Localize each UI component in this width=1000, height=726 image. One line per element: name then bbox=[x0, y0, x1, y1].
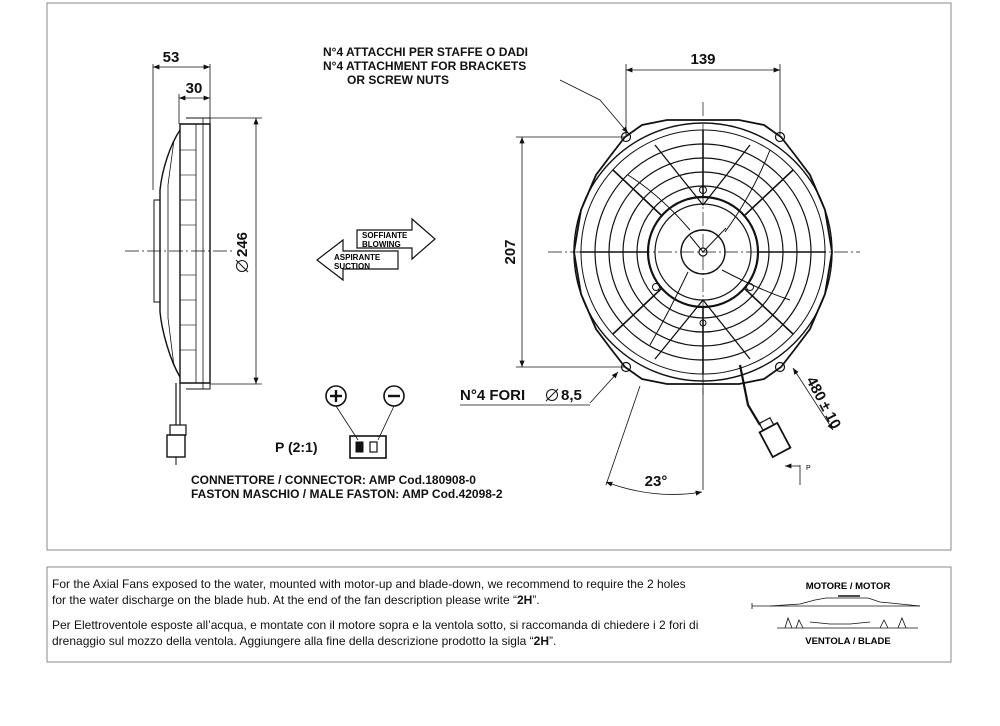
footer-en-note: For the Axial Fans exposed to the water, mounted with motor-up and blade-down, we recommend to require the 2 holes for the water discharge on the blade hub. At the end of the fan description please write “2H”. bbox=[52, 577, 686, 607]
drawing-frame bbox=[47, 3, 951, 550]
motor-blade-diagram bbox=[752, 596, 920, 628]
connector-detail bbox=[326, 386, 404, 458]
svg-text:246: 246 bbox=[234, 231, 251, 257]
svg-text:10: 10 bbox=[821, 409, 845, 432]
dim-motor-depth: 30 bbox=[185, 80, 203, 97]
side-view bbox=[125, 64, 262, 465]
attachment-note-it: N°4 ATTACCHI PER STAFFE O DADI bbox=[323, 45, 529, 59]
footer-it-note: Per Elettroventole esposte all’acqua, e montate con il motore sopra e la ventola sotto, si raccomanda di chiedere i 2 fori di drenaggio sul mozzo della ventola. Aggiungere alla fine della descrizione prodotto la sigla “2H”. bbox=[52, 618, 699, 648]
connector-code: CONNETTORE / CONNECTOR: AMP Cod.180908-0 bbox=[191, 473, 476, 487]
connector-scale: P (2:1) bbox=[275, 439, 318, 455]
motor-label: MOTORE / MOTOR bbox=[805, 581, 891, 592]
svg-text:480: 480 bbox=[802, 373, 830, 404]
dim-diameter bbox=[234, 232, 251, 272]
faston-code: FASTON MASCHIO / MALE FASTON: AMP Cod.42098-2 bbox=[191, 487, 503, 501]
front-view bbox=[516, 64, 860, 494]
dim-angle: 23° bbox=[644, 473, 668, 490]
suction-it-label: ASPIRANTE bbox=[334, 253, 381, 262]
dim-depth: 53 bbox=[162, 49, 180, 66]
attachment-note-en2: OR SCREW NUTS bbox=[347, 73, 449, 87]
suction-en-label: SUCTION bbox=[334, 262, 370, 271]
dim-height: 207 bbox=[502, 239, 519, 265]
svg-text:8,5: 8,5 bbox=[561, 387, 582, 404]
blade-label: VENTOLA / BLADE bbox=[805, 636, 891, 647]
attachment-leader bbox=[560, 80, 628, 133]
dim-cable bbox=[802, 374, 844, 432]
blowing-en-label: BLOWING bbox=[362, 240, 401, 249]
svg-text:±: ± bbox=[815, 398, 835, 414]
blowing-it-label: SOFFIANTE bbox=[362, 231, 408, 240]
connector-body bbox=[350, 436, 386, 458]
p-marker: P bbox=[806, 465, 811, 472]
attachment-note-en: N°4 ATTACHMENT FOR BRACKETS bbox=[323, 59, 527, 73]
holes-diameter bbox=[546, 387, 582, 404]
holes-note: N°4 FORI bbox=[460, 387, 526, 404]
dim-width: 139 bbox=[690, 51, 716, 68]
